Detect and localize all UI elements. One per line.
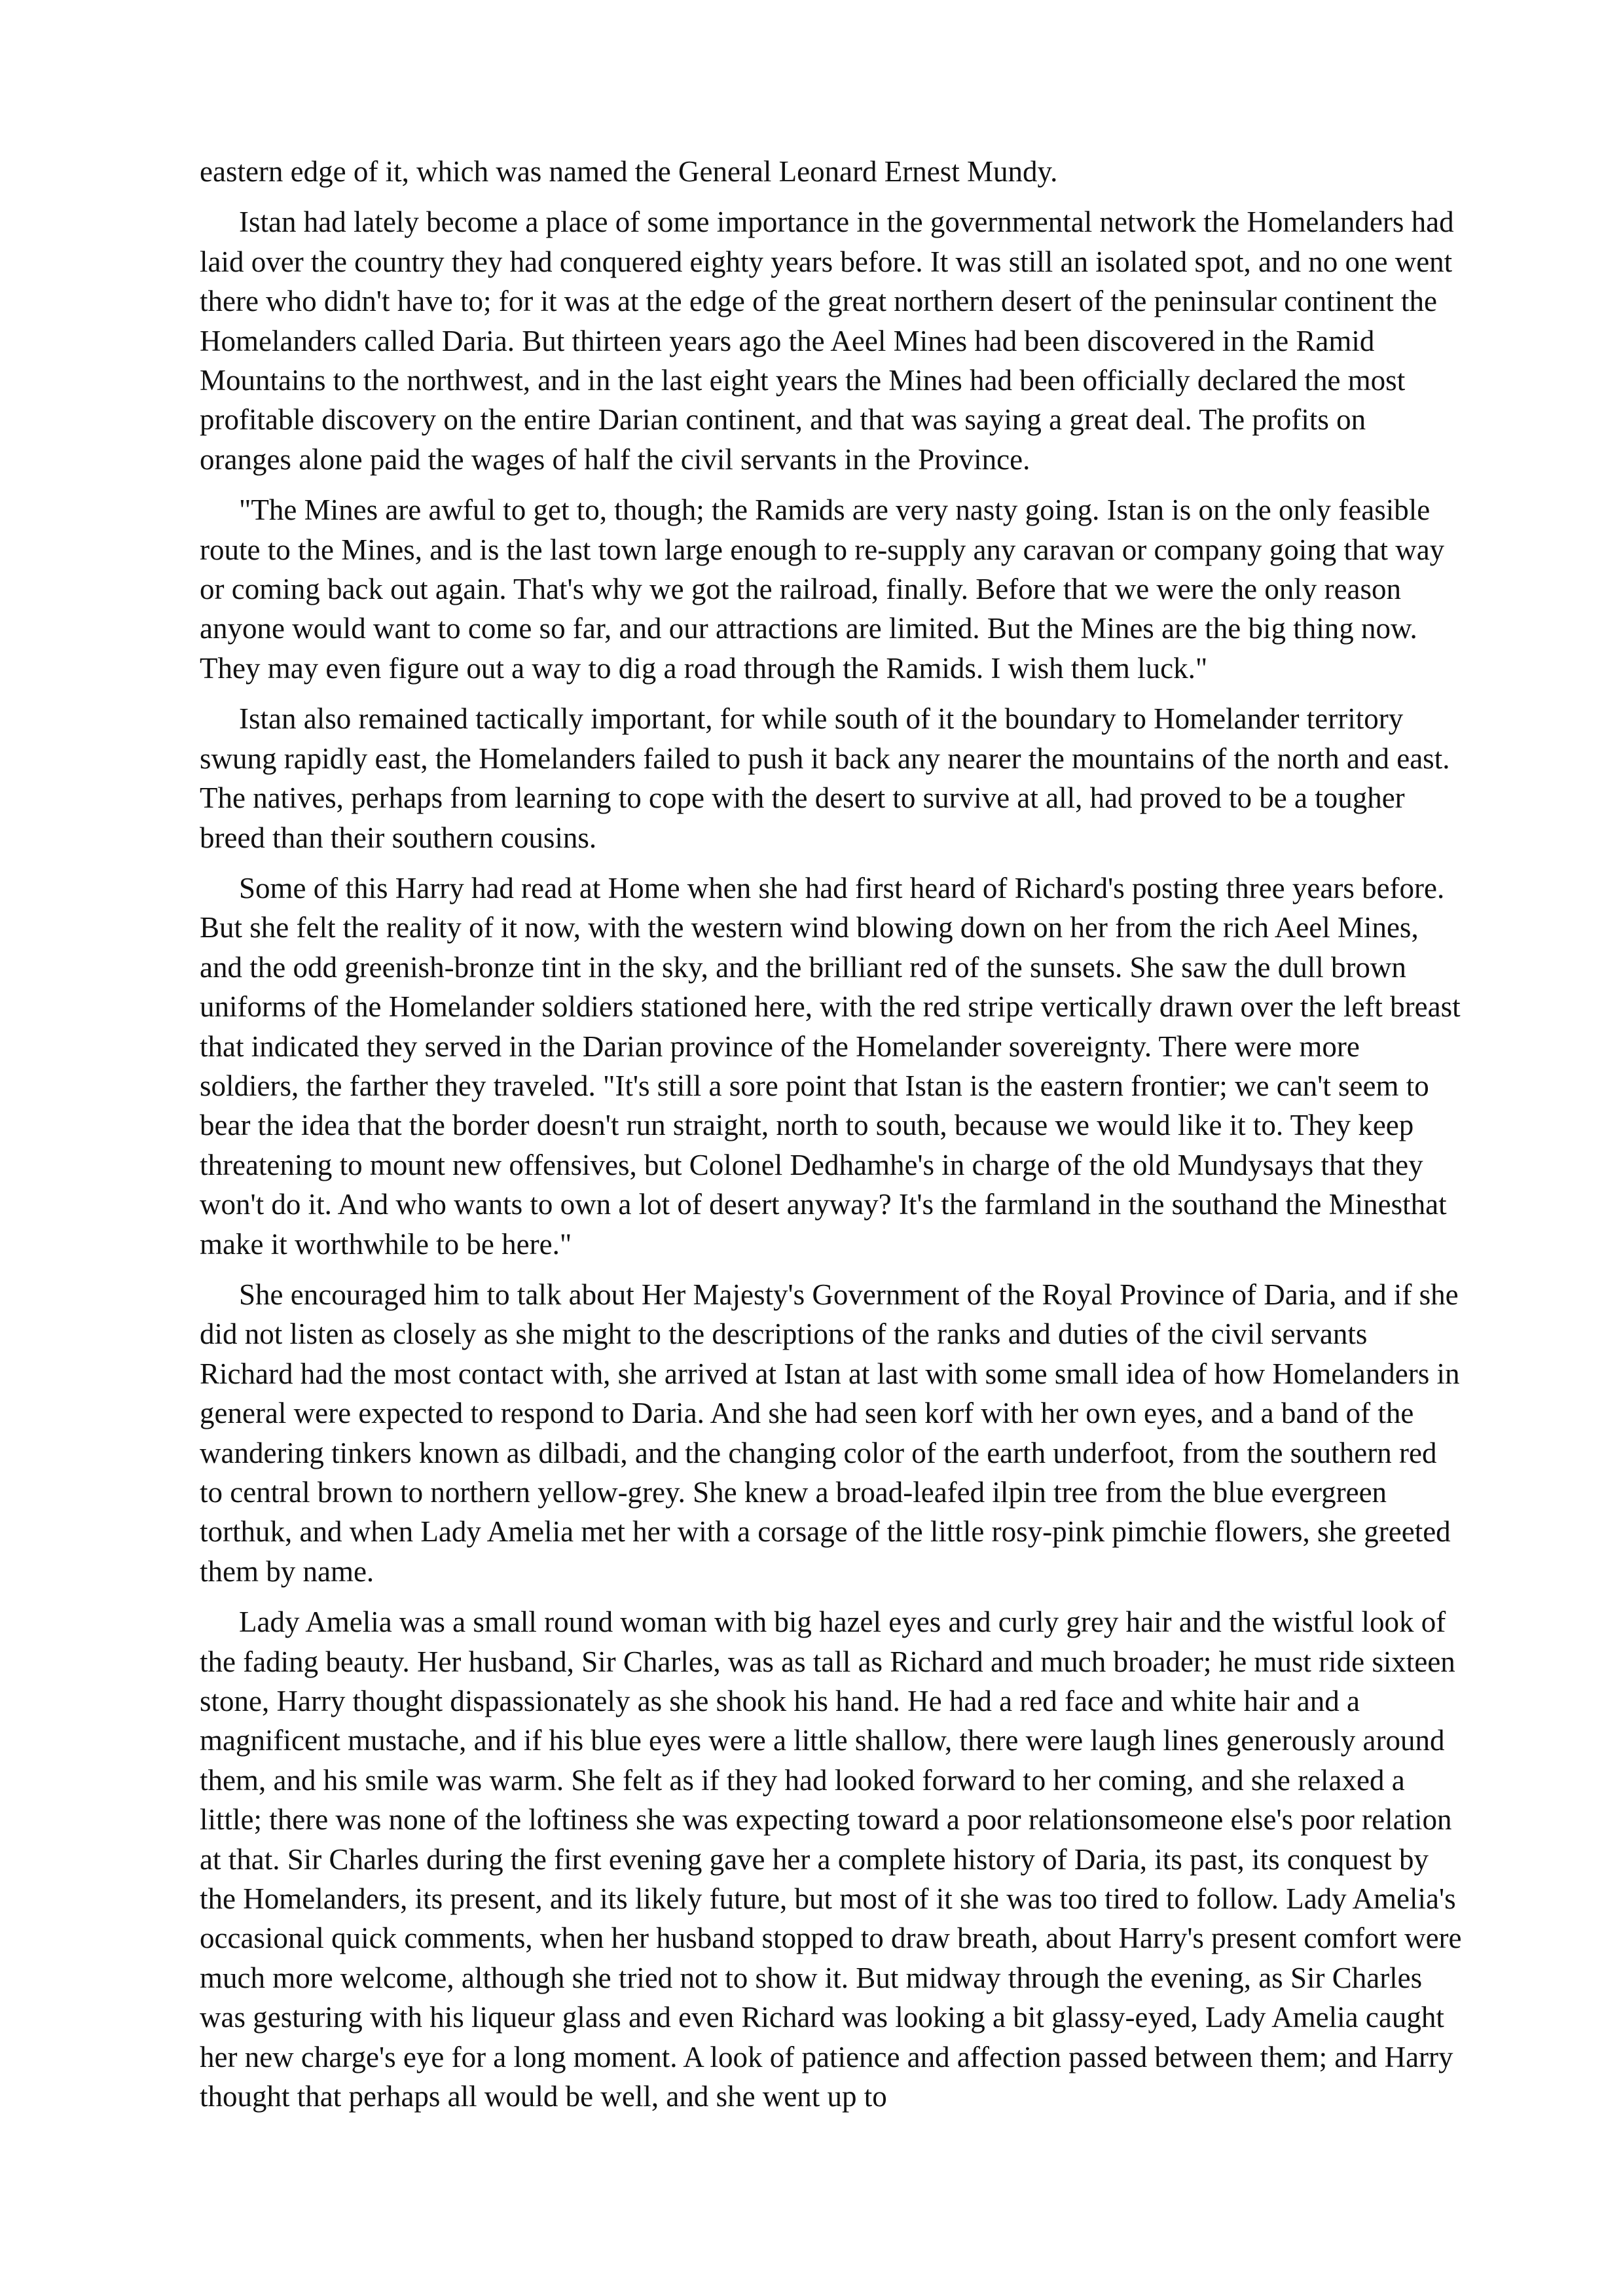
paragraph-4: Istan also remained tactically important, for while south of it the boundary to Homelander territory swung rapidly east, the Homelanders failed to push it back any nearer the mountains of the north and east. The natives, perhaps from learning to cope with the desert to survive at all, had proved to be a tougher breed than their southern cousins. [200,702,1450,854]
paragraph-6: She encouraged him to talk about Her Majesty's Government of the Royal Province of Daria, and if she did not listen as closely as she might to the descriptions of the ranks and duties of the civil servants Richard had the most contact with, she arrived at Istan at last with some small idea of how Homelanders in general were expected to respond to Daria. And she had seen korf with her own eyes, and a band of the wandering tinkers known as dilbadi, and the changing color of the earth underfoot, from the southern red to central brown to northern yellow-grey. She knew a broad-leafed ilpin tree from the blue evergreen torthuk, and when Lady Amelia met her with a corsage of the little rosy-pink pimchie flowers, she greeted them by name. [200,1278,1460,1588]
paragraph-7: Lady Amelia was a small round woman with big hazel eyes and curly grey hair and the wistful look of the fading beauty. Her husband, Sir Charles, was as tall as Richard and much broader; he must ride sixteen stone, Harry thought dispassionately as she shook his hand. He had a red face and white hair and a magnificent mustache, and if his blue eyes were a little shallow, there were laugh lines generously around them, and his smile was warm. She felt as if they had looked forward to her coming, and she relaxed a little; there was none of the loftiness she was expecting toward a poor relationsomeone else's poor relation at that. Sir Charles during the first evening gave her a complete history of Daria, its past, its conquest by the Homelanders, its present, and its likely future, but most of it she was too tired to follow. Lady Amelia's occasional quick comments, when her husband stopped to draw breath, about Harry's present comfort were much more welcome, although she tried not to show it. But midway through the evening, as Sir Charles was gesturing with his liqueur glass and even Richard was looking a bit glassy-eyed, Lady Amelia caught her new charge's eye for a long moment. A look of patience and affection passed between them; and Harry thought that perhaps all would be well, and she went up to [200,1605,1462,2113]
body-text [200,152,1463,2128]
paragraph-1: eastern edge of it, which was named the General Leonard Ernest Mundy. [200,155,1058,188]
paragraph-2: Istan had lately become a place of some importance in the governmental network the Homelanders had laid over the country they had conquered eighty years before. It was still an isolated spot, and no one went there who didn't have to; for it was at the edge of the great northern desert of the peninsular continent the Homelanders called Daria. But thirteen years ago the Aeel Mines had been discovered in the Ramid Mountains to the northwest, and in the last eight years the Mines had been officially declared the most profitable discovery on the entire Darian continent, and that was saying a great deal. The profits on oranges alone paid the wages of half the civil servants in the Province. [200,206,1454,476]
paragraph-5: Some of this Harry had read at Home when she had first heard of Richard's posting three years before. But she felt the reality of it now, with the western wind blowing down on her from the rich Aeel Mines, and the odd greenish-bronze tint in the sky, and the brilliant red of the sunsets. She saw the dull brown uniforms of the Homelander soldiers stationed here, with the red stripe vertically drawn over the left breast that indicated they served in the Darian province of the Homelander sovereignty. There were more soldiers, the farther they traveled. "It's still a sore point that Istan is the eastern frontier; we can't seem to bear the idea that the border doesn't run straight, north to south, because we would like it to. They keep threatening to mount new offensives, but Colonel Dedhamhe's in charge of the old Mundysays that they won't do it. And who wants to own a lot of desert anyway? It's the farmland in the southand the Minesthat make it worthwhile to be here." [200,871,1461,1261]
paragraph-3: "The Mines are awful to get to, though; the Ramids are very nasty going. Istan is on the only feasible route to the Mines, and is the last town large enough to re-supply any caravan or company going that way or coming back out again. That's why we got the railroad, finally. Before that we were the only reason anyone would want to come so far, and our attractions are limited. But the Mines are the big thing now. They may even figure out a way to dig a road through the Ramids. I wish them luck." [200,493,1445,685]
